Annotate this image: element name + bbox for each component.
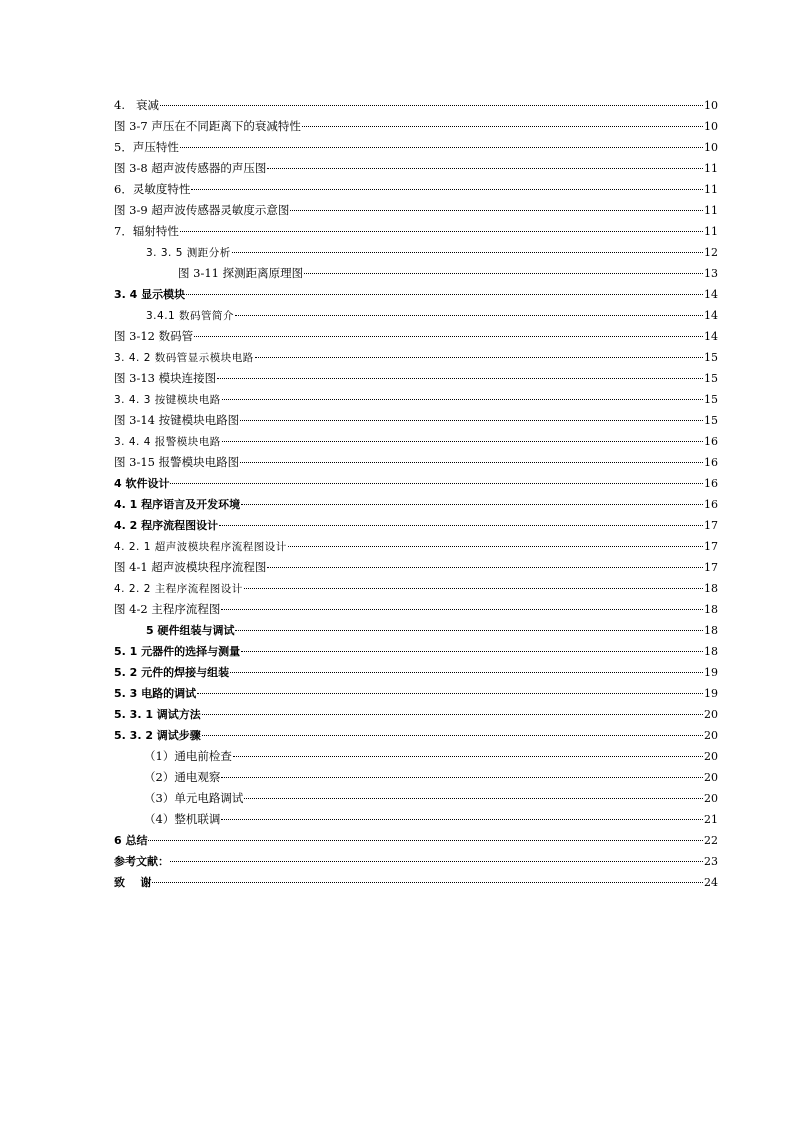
toc-entry-page: 14: [704, 330, 718, 343]
toc-entry[interactable]: [114, 263, 718, 284]
leader-dots: [148, 840, 703, 841]
leader-dots: [202, 735, 703, 736]
toc-entry-page: 22: [704, 834, 718, 847]
leader-dots: [255, 357, 703, 358]
leader-dots: [235, 630, 703, 631]
toc-entry[interactable]: [114, 557, 718, 578]
toc-entry[interactable]: [114, 305, 718, 326]
toc-entry-label: 图 3-7 声压在不同距离下的衰减特性: [114, 119, 301, 133]
toc-entry[interactable]: [114, 347, 718, 368]
toc-entry-label: 图 3-13 模块连接图: [114, 371, 217, 385]
toc-entry-page: 15: [704, 393, 718, 406]
toc-entry[interactable]: [114, 473, 718, 494]
toc-entry-label: 图 4-2 主程序流程图: [114, 602, 221, 616]
toc-entry-page: 10: [704, 120, 718, 133]
leader-dots: [244, 798, 703, 799]
leader-dots: [290, 210, 703, 211]
leader-dots: [160, 105, 703, 106]
leader-dots: [170, 483, 703, 484]
leader-dots: [240, 420, 703, 421]
toc-entry-page: 11: [704, 225, 718, 238]
toc-entry-page: 23: [704, 855, 718, 868]
leader-dots: [267, 168, 703, 169]
toc-entry[interactable]: [114, 683, 718, 704]
toc-entry-label: （2）通电观察: [144, 770, 221, 784]
toc-entry[interactable]: [114, 452, 718, 473]
toc-entry[interactable]: [114, 179, 718, 200]
toc-entry[interactable]: [114, 788, 718, 809]
toc-entry[interactable]: [114, 872, 718, 893]
toc-entry[interactable]: [114, 242, 718, 263]
leader-dots: [244, 588, 703, 589]
toc-entry[interactable]: [114, 137, 718, 158]
toc-entry-label: 5. 1 元器件的选择与测量: [114, 645, 241, 658]
toc-entry[interactable]: [114, 599, 718, 620]
toc-entry[interactable]: [114, 116, 718, 137]
toc-entry[interactable]: [114, 515, 718, 536]
leader-dots: [186, 294, 703, 295]
leader-dots: [233, 756, 703, 757]
leader-dots: [222, 441, 703, 442]
leader-dots: [304, 273, 703, 274]
leader-dots: [221, 777, 703, 778]
toc-entry-page: 14: [704, 309, 718, 322]
toc-entry-page: 11: [704, 162, 718, 175]
leader-dots: [191, 189, 703, 190]
leader-dots: [230, 672, 703, 673]
toc-entry[interactable]: [114, 725, 718, 746]
leader-dots: [222, 399, 703, 400]
toc-entry-label: 图 4-1 超声波模块程序流程图: [114, 560, 267, 574]
leader-dots: [197, 693, 703, 694]
toc-entry[interactable]: [114, 620, 718, 641]
toc-entry[interactable]: [114, 95, 718, 116]
toc-entry[interactable]: [114, 536, 718, 557]
leader-dots: [217, 378, 703, 379]
toc-entry-label: 3. 4. 3 按键模块电路: [114, 394, 221, 406]
toc-entry-label: 参考文献：: [114, 855, 169, 868]
toc-entry-page: 16: [704, 435, 718, 448]
toc-entry-label: 4. 1 程序语言及开发环境: [114, 498, 241, 511]
toc-entry-page: 21: [704, 813, 718, 826]
toc-entry[interactable]: [114, 767, 718, 788]
toc-entry-label: 6 总结: [114, 834, 148, 847]
toc-entry-label: （4）整机联调: [144, 812, 221, 826]
toc-entry-page: 19: [704, 687, 718, 700]
toc-entry[interactable]: [114, 200, 718, 221]
toc-entry-page: 20: [704, 750, 718, 763]
leader-dots: [180, 231, 703, 232]
leader-dots: [170, 861, 703, 862]
leader-dots: [288, 546, 703, 547]
leader-dots: [240, 462, 703, 463]
leader-dots: [219, 525, 703, 526]
toc-entry-page: 11: [704, 183, 718, 196]
toc-entry-label: 7．辐射特性: [114, 224, 179, 238]
toc-entry-label: 图 3-9 超声波传感器灵敏度示意图: [114, 203, 290, 217]
leader-dots: [221, 609, 703, 610]
toc-entry-label: 4. 2. 1 超声波模块程序流程图设计: [114, 541, 287, 553]
toc-entry-page: 17: [704, 540, 718, 553]
toc-entry[interactable]: [114, 389, 718, 410]
toc-entry-page: 20: [704, 771, 718, 784]
toc-entry-label: 图 3-15 报警模块电路图: [114, 455, 240, 469]
leader-dots: [232, 252, 703, 253]
toc-entry-label: 图 3-8 超声波传感器的声压图: [114, 161, 267, 175]
toc-entry-page: 18: [704, 645, 718, 658]
leader-dots: [202, 714, 703, 715]
toc-entry-page: 18: [704, 582, 718, 595]
toc-entry-page: 15: [704, 351, 718, 364]
toc-entry-label: 4. 2. 2 主程序流程图设计: [114, 583, 243, 595]
toc-entry[interactable]: [114, 746, 718, 767]
toc-entry-label: 5. 3. 1 调试方法: [114, 708, 201, 721]
toc-entry-page: 13: [704, 267, 718, 280]
toc-entry-label: 图 3-14 按键模块电路图: [114, 413, 240, 427]
toc-entry[interactable]: [114, 704, 718, 725]
toc-entry[interactable]: [114, 578, 718, 599]
toc-entry-label: 5. 2 元件的焊接与组装: [114, 666, 230, 679]
toc-entry-label: 3. 4 显示模块: [114, 288, 186, 301]
toc-entry-label: 4. 2 程序流程图设计: [114, 519, 219, 532]
toc-entry-page: 17: [704, 561, 718, 574]
toc-entry-page: 14: [704, 288, 718, 301]
toc-entry-label: （1）通电前检查: [144, 749, 232, 763]
toc-entry[interactable]: [114, 368, 718, 389]
toc-entry-label: 6．灵敏度特性: [114, 182, 191, 196]
toc-entry-label: 5. 3. 2 调试步骤: [114, 729, 201, 742]
toc-entry-label: 致 谢: [114, 876, 152, 889]
toc-entry-page: 16: [704, 498, 718, 511]
toc-entry-label: 5. 3 电路的调试: [114, 687, 197, 700]
toc-entry-page: 20: [704, 792, 718, 805]
toc-entry-label: 3. 4. 4 报警模块电路: [114, 436, 221, 448]
toc-entry-label: 图 3-11 探测距离原理图: [178, 266, 304, 280]
toc-entry[interactable]: [114, 662, 718, 683]
toc-entry-page: 19: [704, 666, 718, 679]
toc-entry-page: 16: [704, 477, 718, 490]
toc-entry-page: 12: [704, 246, 718, 259]
toc-entry-label: 3. 4. 2 数码管显示模块电路: [114, 352, 254, 364]
toc-entry-page: 18: [704, 603, 718, 616]
toc-entry-label: 5．声压特性: [114, 140, 179, 154]
toc-entry[interactable]: [114, 851, 718, 872]
toc-entry[interactable]: [114, 221, 718, 242]
toc-entry-page: 20: [704, 729, 718, 742]
toc-entry-page: 15: [704, 414, 718, 427]
leader-dots: [267, 567, 703, 568]
toc-entry-page: 24: [704, 876, 718, 889]
toc-entry[interactable]: [114, 830, 718, 851]
toc-entry[interactable]: [114, 410, 718, 431]
leader-dots: [152, 882, 703, 883]
toc-entry[interactable]: [114, 809, 718, 830]
toc-entry[interactable]: [114, 158, 718, 179]
table-of-contents: [114, 95, 718, 893]
leader-dots: [235, 315, 703, 316]
toc-entry[interactable]: [114, 431, 718, 452]
toc-entry[interactable]: [114, 284, 718, 305]
toc-entry-label: 4 软件设计: [114, 477, 170, 490]
leader-dots: [302, 126, 703, 127]
leader-dots: [221, 819, 703, 820]
toc-entry-label: 5 硬件组装与调试: [146, 624, 235, 637]
leader-dots: [241, 504, 703, 505]
toc-entry-page: 16: [704, 456, 718, 469]
toc-entry-label: 3. 3. 5 测距分析: [146, 247, 231, 259]
toc-entry-page: 10: [704, 141, 718, 154]
toc-entry-label: 4. 衰减: [114, 98, 159, 112]
toc-entry[interactable]: [114, 326, 718, 347]
toc-entry-page: 10: [704, 99, 718, 112]
toc-entry-page: 18: [704, 624, 718, 637]
toc-entry-label: 3.4.1 数码管简介: [146, 310, 235, 322]
toc-entry-label: 图 3-12 数码管: [114, 329, 194, 343]
leader-dots: [194, 336, 703, 337]
toc-entry-page: 20: [704, 708, 718, 721]
toc-entry-page: 15: [704, 372, 718, 385]
toc-entry-page: 11: [704, 204, 718, 217]
toc-entry-label: （3）单元电路调试: [144, 791, 244, 805]
leader-dots: [180, 147, 703, 148]
toc-entry[interactable]: [114, 641, 718, 662]
toc-entry-page: 17: [704, 519, 718, 532]
toc-entry[interactable]: [114, 494, 718, 515]
leader-dots: [241, 651, 703, 652]
